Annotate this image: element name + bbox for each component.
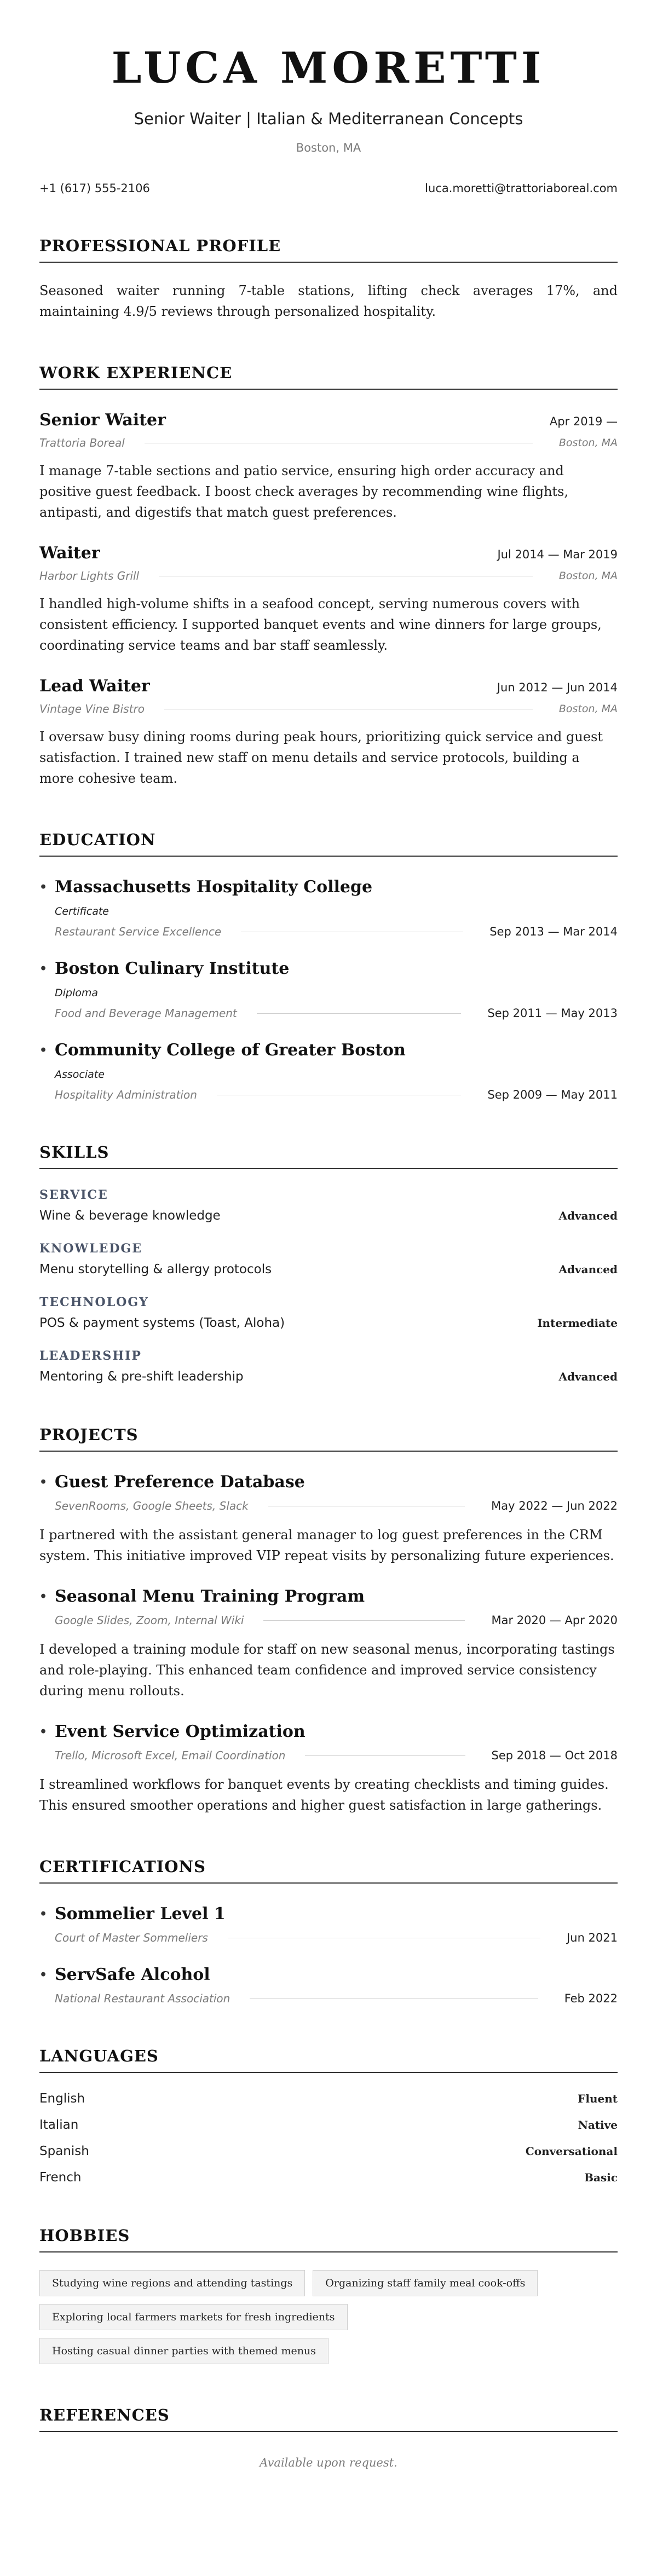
hobby-tag: Hosting casual dinner parties with themed menus [39, 2338, 328, 2364]
degree-type: Diploma [55, 987, 99, 999]
language-level: Conversational [525, 2145, 618, 2158]
education-dates: Sep 2013 — Mar 2014 [489, 925, 618, 938]
certification-issuer: Court of Master Sommeliers [55, 1931, 208, 1944]
references-section [39, 2406, 618, 2469]
job-location: Boston, MA [558, 437, 618, 449]
section-title: LANGUAGES [39, 2047, 618, 2073]
certification-meta [39, 1992, 618, 2005]
project-description: I partnered with the assistant general manager to log guest preferences in the CRM system. This initiative improved VIP repeat visits by personalizing future experiences. [39, 1527, 614, 1563]
skill-category: KNOWLEDGE [39, 1241, 142, 1256]
email-address[interactable]: luca.moretti@trattoriaboreal.com [425, 182, 618, 195]
education-meta [39, 925, 618, 938]
job-entry [39, 544, 618, 656]
skill-group [39, 1295, 618, 1330]
education-dates: Sep 2009 — May 2011 [487, 1088, 618, 1101]
project-tools: Google Slides, Zoom, Internal Wiki [55, 1614, 244, 1627]
resume-header [39, 0, 618, 154]
certification-entry [39, 1904, 618, 1944]
bullet-icon: • [39, 1589, 48, 1604]
bullet-icon: • [39, 1724, 48, 1739]
leader-line [305, 1755, 465, 1756]
job-entry [39, 677, 618, 789]
skill-level: Advanced [558, 1370, 618, 1383]
candidate-location: Boston, MA [296, 141, 361, 154]
certification-list [39, 1904, 618, 2005]
language-name: English [39, 2092, 85, 2106]
company-name: Vintage Vine Bistro [39, 702, 145, 715]
job-dates: Jun 2012 — Jun 2014 [497, 681, 618, 694]
project-meta [39, 1614, 618, 1627]
job-description: I handled high-volume shifts in a seafood concept, serving numerous covers with consistent efficiency. I supported banquet events and wine dinners for large groups, coordinating service teams and bar staff seamlessly. [39, 596, 602, 653]
skill-name: Menu storytelling & allergy protocols [39, 1262, 272, 1277]
job-header [39, 411, 618, 430]
certification-title-row [39, 1965, 618, 1984]
section-title: HOBBIES [39, 2226, 618, 2252]
skill-category: LEADERSHIP [39, 1349, 142, 1363]
project-name: Guest Preference Database [55, 1472, 305, 1492]
project-tools: SevenRooms, Google Sheets, Slack [55, 1499, 249, 1512]
skill-list [39, 1188, 618, 1384]
job-description: I manage 7-table sections and patio service, ensuring high order accuracy and positive guest feedback. I boost check averages by recommending wine flights, antipasti, and digestifs that match guest preferences. [39, 463, 569, 520]
language-name: Spanish [39, 2144, 89, 2158]
skill-name: POS & payment systems (Toast, Aloha) [39, 1316, 285, 1330]
school-title-row [39, 959, 618, 978]
job-description: I oversaw busy dining rooms during peak hours, prioritizing quick service and guest satisfaction. I trained new staff on menu details and service protocols, building a more cohesive team. [39, 729, 603, 786]
school-title-row [39, 877, 618, 897]
project-dates: Mar 2020 — Apr 2020 [491, 1614, 618, 1627]
experience-section [39, 363, 618, 789]
project-description: I developed a training module for staff on new seasonal menus, incorporating tastings and role-playing. This enhanced team confidence and improved service consistency during menu rollouts. [39, 1642, 615, 1699]
language-row [39, 2170, 618, 2185]
job-subheader [39, 436, 618, 449]
leader-line [263, 1620, 465, 1621]
phone-number[interactable]: +1 (617) 555-2106 [39, 182, 150, 195]
skill-group [39, 1188, 618, 1223]
bullet-icon: • [39, 961, 48, 976]
job-location: Boston, MA [558, 703, 618, 715]
profile-section [39, 236, 618, 322]
candidate-headline: Senior Waiter | Italian & Mediterranean Concepts [134, 109, 523, 128]
section-title: WORK EXPERIENCE [39, 363, 618, 390]
certification-date: Jun 2021 [567, 1931, 618, 1944]
language-name: French [39, 2170, 82, 2185]
language-list [39, 2092, 618, 2185]
project-list [39, 1472, 618, 1816]
hobby-tag: Studying wine regions and attending tastings [39, 2270, 305, 2296]
project-entry [39, 1587, 618, 1701]
hobby-list [39, 2270, 618, 2364]
skill-level: Advanced [558, 1263, 618, 1276]
job-subheader [39, 569, 618, 582]
project-title-row [39, 1722, 618, 1741]
certifications-section [39, 1857, 618, 2005]
education-entry [39, 959, 618, 1020]
degree-type: Associate [55, 1068, 105, 1081]
school-name: Massachusetts Hospitality College [55, 877, 373, 897]
certification-title-row [39, 1904, 618, 1924]
school-name: Boston Culinary Institute [55, 959, 290, 978]
bullet-icon: • [39, 1907, 48, 1921]
field-of-study: Restaurant Service Excellence [55, 925, 222, 938]
languages-section [39, 2047, 618, 2185]
hobbies-section [39, 2226, 618, 2364]
job-header [39, 677, 618, 696]
skill-row [39, 1209, 618, 1223]
contact-row [39, 182, 618, 195]
degree-type: Certificate [55, 905, 109, 917]
references-text: Available upon request. [260, 2456, 397, 2469]
skill-group [39, 1349, 618, 1384]
field-of-study: Food and Beverage Management [55, 1007, 237, 1020]
job-title: Waiter [39, 544, 100, 563]
skill-category: TECHNOLOGY [39, 1295, 149, 1309]
school-title-row [39, 1041, 618, 1060]
certification-name: Sommelier Level 1 [55, 1904, 226, 1924]
projects-section [39, 1425, 618, 1816]
certification-meta [39, 1931, 618, 1944]
education-meta [39, 1088, 618, 1101]
certification-name: ServSafe Alcohol [55, 1965, 210, 1984]
skill-level: Advanced [558, 1209, 618, 1222]
language-row [39, 2144, 618, 2158]
project-meta [39, 1499, 618, 1512]
language-level: Native [578, 2118, 618, 2132]
education-dates: Sep 2011 — May 2013 [487, 1007, 618, 1020]
education-section [39, 830, 618, 1101]
project-dates: May 2022 — Jun 2022 [491, 1499, 618, 1512]
job-subheader [39, 702, 618, 715]
school-name: Community College of Greater Boston [55, 1041, 406, 1060]
section-title: PROFESSIONAL PROFILE [39, 236, 618, 263]
section-title: PROJECTS [39, 1425, 618, 1452]
skill-name: Mentoring & pre-shift leadership [39, 1370, 244, 1384]
project-title-row [39, 1472, 618, 1492]
section-title: CERTIFICATIONS [39, 1857, 618, 1884]
job-header [39, 544, 618, 563]
skill-row [39, 1316, 618, 1330]
project-description: I streamlined workflows for banquet events by creating checklists and timing guides. This ensured smoother operations and higher guest satisfaction in large gatherings. [39, 1777, 609, 1813]
language-level: Fluent [578, 2092, 618, 2105]
company-name: Trattoria Boreal [39, 436, 125, 449]
bullet-icon: • [39, 1475, 48, 1489]
section-title: REFERENCES [39, 2406, 618, 2432]
skill-row [39, 1370, 618, 1384]
project-title-row [39, 1587, 618, 1606]
education-list [39, 877, 618, 1101]
skill-group [39, 1241, 618, 1277]
education-meta [39, 1007, 618, 1020]
project-entry [39, 1472, 618, 1566]
project-meta [39, 1749, 618, 1762]
job-title: Lead Waiter [39, 677, 150, 696]
certification-date: Feb 2022 [564, 1992, 618, 2005]
job-dates: Apr 2019 — [549, 415, 618, 428]
job-location: Boston, MA [558, 570, 618, 582]
job-list [39, 411, 618, 789]
section-title: EDUCATION [39, 830, 618, 857]
job-title: Senior Waiter [39, 411, 166, 430]
language-name: Italian [39, 2118, 79, 2132]
skills-section [39, 1143, 618, 1384]
bullet-icon: • [39, 1967, 48, 1982]
field-of-study: Hospitality Administration [55, 1088, 197, 1101]
project-dates: Sep 2018 — Oct 2018 [491, 1749, 618, 1762]
company-name: Harbor Lights Grill [39, 569, 140, 582]
job-dates: Jul 2014 — Mar 2019 [497, 548, 618, 561]
education-entry [39, 1041, 618, 1101]
skill-category: SERVICE [39, 1188, 108, 1202]
certification-issuer: National Restaurant Association [55, 1992, 230, 2005]
language-row [39, 2118, 618, 2132]
skill-row [39, 1262, 618, 1277]
language-level: Basic [584, 2171, 618, 2184]
profile-text: Seasoned waiter running 7-table stations, lifting check averages 17%, and maintaining 4.9/5 reviews through personalized hospitality. [39, 283, 618, 319]
bullet-icon: • [39, 1043, 48, 1058]
project-name: Seasonal Menu Training Program [55, 1587, 365, 1606]
project-tools: Trello, Microsoft Excel, Email Coordination [55, 1749, 286, 1762]
job-entry [39, 411, 618, 523]
hobby-tag: Organizing staff family meal cook-offs [313, 2270, 538, 2296]
project-name: Event Service Optimization [55, 1722, 306, 1741]
hobby-tag: Exploring local farmers markets for fresh ingredients [39, 2304, 348, 2330]
education-entry [39, 877, 618, 938]
skill-level: Intermediate [537, 1316, 618, 1330]
skill-name: Wine & beverage knowledge [39, 1209, 221, 1223]
project-entry [39, 1722, 618, 1816]
bullet-icon: • [39, 880, 48, 894]
certification-entry [39, 1965, 618, 2005]
candidate-name: LUCA MORETTI [111, 43, 546, 93]
leader-line [257, 1013, 462, 1014]
language-row [39, 2092, 618, 2106]
section-title: SKILLS [39, 1143, 618, 1169]
